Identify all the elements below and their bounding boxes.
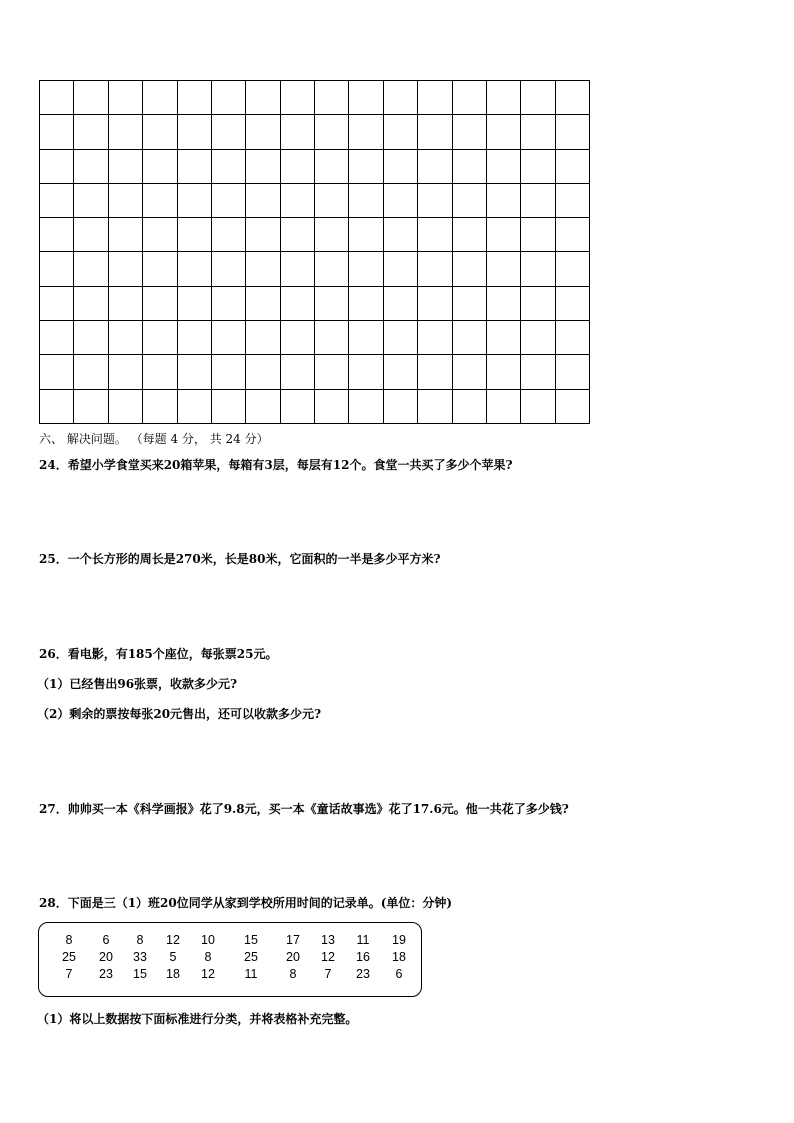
grid-cell [212, 321, 246, 355]
grid-cell [109, 355, 143, 389]
record-value: 6 [102, 933, 110, 947]
grid-cell [246, 355, 280, 389]
grid-cell [178, 184, 212, 218]
grid-cell [40, 252, 74, 286]
grid-cell [453, 81, 487, 115]
grid-cell [556, 321, 590, 355]
grid-cell [521, 321, 555, 355]
record-value: 6 [395, 967, 403, 981]
grid-cell [40, 218, 74, 252]
drawing-grid [39, 80, 590, 424]
grid-cell [281, 150, 315, 184]
grid-cell [418, 355, 452, 389]
grid-cell [521, 252, 555, 286]
grid-cell [521, 81, 555, 115]
record-value: 7 [324, 967, 332, 981]
question-28: 28．下面是三（1）班20位同学从家到学校所用时间的记录单。(单位：分钟) [39, 896, 453, 910]
grid-cell [453, 287, 487, 321]
grid-cell [521, 218, 555, 252]
grid-cell [143, 150, 177, 184]
grid-cell [281, 321, 315, 355]
question-26-part-1: （1）已经售出96张票，收款多少元? [37, 677, 238, 691]
grid-cell [212, 390, 246, 424]
record-value: 13 [321, 933, 335, 947]
grid-cell [178, 390, 212, 424]
grid-cell [74, 355, 108, 389]
grid-cell [109, 150, 143, 184]
question-27: 27．帅帅买一本《科学画报》花了9.8元，买一本《童话故事选》花了17.6元。他一共花了多少钱? [39, 802, 569, 816]
grid-cell [349, 115, 383, 149]
grid-cell [40, 81, 74, 115]
grid-cell [246, 252, 280, 286]
record-value: 18 [166, 967, 180, 981]
question-28-part-1: （1）将以上数据按下面标准进行分类，并将表格补充完整。 [37, 1012, 358, 1026]
record-value: 12 [201, 967, 215, 981]
grid-cell [40, 287, 74, 321]
grid-cell [143, 81, 177, 115]
grid-cell [453, 355, 487, 389]
grid-cell [40, 184, 74, 218]
grid-cell [487, 115, 521, 149]
grid-cell [212, 81, 246, 115]
grid-cell [281, 355, 315, 389]
grid-cell [281, 81, 315, 115]
grid-cell [40, 355, 74, 389]
grid-cell [487, 150, 521, 184]
grid-cell [74, 390, 108, 424]
grid-cell [453, 252, 487, 286]
grid-cell [349, 218, 383, 252]
record-value: 8 [289, 967, 297, 981]
grid-cell [418, 287, 452, 321]
grid-cell [521, 184, 555, 218]
grid-cell [349, 150, 383, 184]
record-value: 23 [99, 967, 113, 981]
grid-cell [212, 184, 246, 218]
grid-cell [487, 218, 521, 252]
grid-cell [418, 184, 452, 218]
grid-cell [384, 390, 418, 424]
grid-cell [487, 321, 521, 355]
grid-cell [349, 287, 383, 321]
grid-cell [384, 355, 418, 389]
record-value: 12 [166, 933, 180, 947]
grid-cell [246, 184, 280, 218]
record-value: 11 [356, 933, 370, 947]
question-25: 25．一个长方形的周长是270米，长是80米，它面积的一半是多少平方米? [39, 552, 441, 566]
grid-cell [143, 218, 177, 252]
record-row [39, 966, 421, 982]
grid-cell [315, 150, 349, 184]
record-value: 25 [244, 950, 258, 964]
record-value: 8 [204, 950, 212, 964]
grid-cell [74, 115, 108, 149]
grid-cell [109, 81, 143, 115]
grid-cell [246, 218, 280, 252]
grid-cell [178, 252, 212, 286]
record-value: 16 [356, 950, 370, 964]
grid-cell [349, 81, 383, 115]
grid-cell [143, 184, 177, 218]
record-value: 15 [133, 967, 147, 981]
record-value: 17 [286, 933, 300, 947]
record-value: 23 [356, 967, 370, 981]
record-value: 15 [244, 933, 258, 947]
grid-cell [384, 321, 418, 355]
grid-cell [74, 184, 108, 218]
grid-cell [40, 115, 74, 149]
record-value: 19 [392, 933, 406, 947]
grid-cell [384, 287, 418, 321]
grid-cell [418, 81, 452, 115]
grid-cell [487, 355, 521, 389]
grid-cell [109, 218, 143, 252]
record-value: 20 [99, 950, 113, 964]
grid-cell [349, 321, 383, 355]
grid-cell [487, 390, 521, 424]
grid-cell [487, 81, 521, 115]
grid-cell [487, 184, 521, 218]
grid-cell [246, 81, 280, 115]
grid-cell [349, 390, 383, 424]
record-value: 20 [286, 950, 300, 964]
grid-cell [556, 252, 590, 286]
grid-cell [315, 355, 349, 389]
grid-cell [384, 252, 418, 286]
grid-cell [212, 287, 246, 321]
record-value: 8 [65, 933, 73, 947]
record-row [39, 949, 421, 965]
grid-cell [74, 81, 108, 115]
grid-cell [246, 390, 280, 424]
grid-cell [521, 115, 555, 149]
record-value: 8 [136, 933, 144, 947]
grid-cell [453, 321, 487, 355]
grid-cell [487, 287, 521, 321]
grid-cell [178, 115, 212, 149]
section-heading: 六、 解决问题。 （每题 4 分， 共 24 分） [39, 432, 269, 446]
grid-cell [212, 252, 246, 286]
grid-cell [246, 150, 280, 184]
grid-cell [109, 390, 143, 424]
grid-cell [556, 287, 590, 321]
grid-cell [556, 115, 590, 149]
grid-cell [178, 81, 212, 115]
grid-cell [315, 81, 349, 115]
record-value: 18 [392, 950, 406, 964]
grid-cell [281, 252, 315, 286]
grid-cell [143, 390, 177, 424]
grid-cell [143, 252, 177, 286]
record-row [39, 932, 421, 948]
grid-cell [178, 287, 212, 321]
grid-cell [212, 355, 246, 389]
grid-cell [453, 184, 487, 218]
grid-cell [178, 150, 212, 184]
grid-cell [384, 81, 418, 115]
grid-cell [212, 218, 246, 252]
grid-cell [212, 150, 246, 184]
grid-cell [453, 218, 487, 252]
grid-cell [40, 150, 74, 184]
grid-cell [384, 218, 418, 252]
grid-cell [178, 355, 212, 389]
grid-cell [40, 390, 74, 424]
grid-cell [109, 115, 143, 149]
grid-cell [349, 355, 383, 389]
grid-cell [246, 321, 280, 355]
grid-cell [246, 287, 280, 321]
grid-cell [246, 115, 280, 149]
record-value: 33 [133, 950, 147, 964]
grid-cell [74, 287, 108, 321]
record-value: 7 [65, 967, 73, 981]
grid-cell [556, 184, 590, 218]
grid-cell [109, 287, 143, 321]
grid-cell [521, 287, 555, 321]
record-value: 10 [201, 933, 215, 947]
record-value: 25 [62, 950, 76, 964]
question-26: 26．看电影，有185个座位，每张票25元。 [39, 647, 278, 661]
grid-cell [418, 115, 452, 149]
grid-cell [281, 218, 315, 252]
grid-cell [556, 81, 590, 115]
grid-cell [349, 252, 383, 286]
grid-cell [74, 321, 108, 355]
grid-cell [74, 252, 108, 286]
grid-cell [556, 355, 590, 389]
grid-cell [143, 355, 177, 389]
record-value: 12 [321, 950, 335, 964]
grid-cell [109, 321, 143, 355]
grid-cell [315, 390, 349, 424]
grid-cell [556, 150, 590, 184]
grid-cell [418, 321, 452, 355]
grid-cell [556, 390, 590, 424]
grid-cell [143, 287, 177, 321]
grid-cell [315, 218, 349, 252]
grid-cell [418, 390, 452, 424]
grid-cell [384, 115, 418, 149]
grid-cell [384, 184, 418, 218]
grid-cell [74, 218, 108, 252]
grid-cell [178, 218, 212, 252]
grid-cell [521, 150, 555, 184]
grid-cell [315, 115, 349, 149]
grid-cell [384, 150, 418, 184]
grid-cell [281, 287, 315, 321]
time-record-box [38, 922, 422, 997]
grid-cell [178, 321, 212, 355]
grid-cell [349, 184, 383, 218]
grid-cell [143, 321, 177, 355]
grid-cell [281, 390, 315, 424]
grid-cell [453, 390, 487, 424]
record-value: 5 [169, 950, 177, 964]
grid-cell [453, 115, 487, 149]
grid-cell [487, 252, 521, 286]
grid-cell [556, 218, 590, 252]
grid-cell [453, 150, 487, 184]
record-value: 11 [244, 967, 258, 981]
grid-cell [74, 150, 108, 184]
grid-cell [315, 321, 349, 355]
grid-cell [418, 150, 452, 184]
grid-cell [418, 252, 452, 286]
grid-cell [143, 115, 177, 149]
grid-cell [315, 184, 349, 218]
grid-cell [40, 321, 74, 355]
grid-cell [109, 184, 143, 218]
grid-cell [212, 115, 246, 149]
grid-cell [521, 355, 555, 389]
grid-cell [281, 115, 315, 149]
grid-cell [315, 252, 349, 286]
grid-cell [418, 218, 452, 252]
question-24: 24．希望小学食堂买来20箱苹果，每箱有3层，每层有12个。食堂一共买了多少个苹果? [39, 458, 513, 472]
question-26-part-2: （2）剩余的票按每张20元售出，还可以收款多少元? [37, 707, 322, 721]
grid-cell [315, 287, 349, 321]
grid-cell [281, 184, 315, 218]
grid-cell [109, 252, 143, 286]
grid-cell [521, 390, 555, 424]
